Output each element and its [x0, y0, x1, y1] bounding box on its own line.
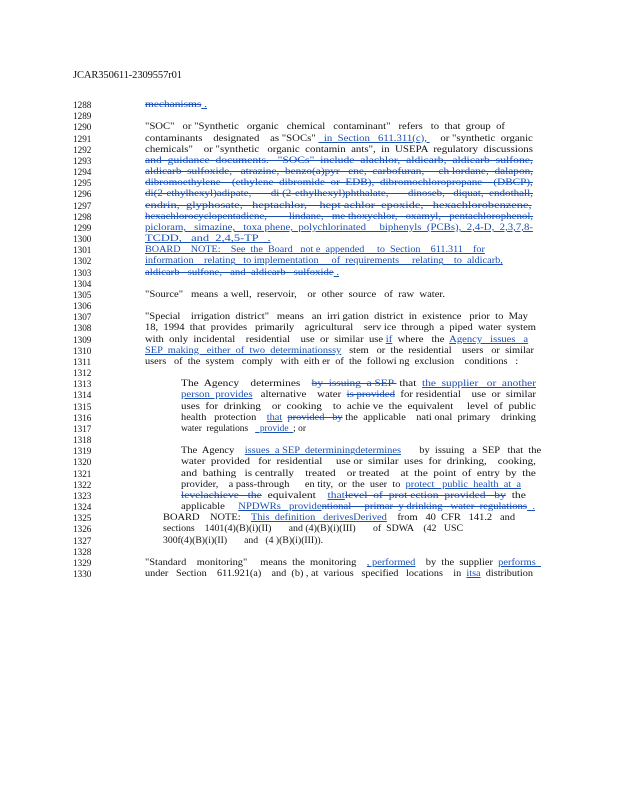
inserted-text: BOARD NOTE: See the Board not e appended to Section 611.311 for [145, 244, 485, 255]
body-text: "Special irrigation district" means an irri gation district in existence prior to May [145, 311, 528, 322]
body-text: where the [392, 333, 450, 344]
body-text: with only incidental residential use or similar use [145, 333, 386, 344]
body-text: ; or [293, 422, 306, 433]
line-number: 1318 [73, 435, 92, 446]
deleted-text: aldicarb sulfoxide, atrazine, benzo(a)pyr ene, carbofuran, ch lordane, dalapon, [145, 166, 534, 177]
line-number: 1315 [73, 401, 92, 412]
inserted-text: information relating to implementation of requirements relating to aldicarb, [145, 255, 503, 266]
body-text: by issuing a SEP that the [401, 445, 542, 456]
body-text: contaminants designated as "SOCs" [145, 132, 319, 143]
body-text: or "synthetic organic [429, 132, 533, 143]
inserted-text: TCDD, and 2,4,5-TP . [145, 233, 271, 244]
line-number: 1317 [73, 423, 92, 434]
body-text: and bathing is centrally treated or treated at the point of entry by the [181, 467, 536, 478]
text-line [181, 389, 536, 400]
text-line [145, 233, 271, 244]
line-number: 1296 [73, 189, 92, 200]
line-number: 1304 [73, 278, 92, 289]
inserted-text: SEP making either of two determinationssy [145, 344, 342, 355]
line-number: 1297 [73, 200, 92, 211]
text-line [145, 166, 534, 177]
deleted-text: hexachlorocyclopentadiene, lindane, me thoxychlor, oxamyl, pentachlorophenol, [145, 210, 534, 221]
body-text: equivalent [261, 489, 328, 500]
text-line [181, 445, 542, 456]
body-text: health protection [181, 411, 267, 422]
text-line [163, 512, 516, 523]
body-text: applicable [181, 501, 239, 512]
text-line [181, 489, 526, 501]
body-text: The Agency determines [181, 378, 312, 389]
text-line [145, 143, 533, 155]
body-text: distribution [480, 568, 533, 579]
body-text: under Section 611.921(a) and (b) , at various specified locations in [145, 568, 467, 579]
deleted-text: levelachieve the [181, 489, 262, 500]
body-text: from 40 CFR 141.2 and [386, 512, 516, 523]
text-line [145, 99, 208, 110]
inserted-text: person provides [181, 389, 253, 400]
inserted-text: NPDWRs provide [238, 501, 322, 512]
line-number: 1305 [73, 289, 92, 300]
deleted-text: provided by [287, 411, 343, 422]
text-line [145, 199, 532, 211]
inserted-text: protect public health at a [405, 478, 521, 489]
inserted-text: issues a SEP determiningdetermines [244, 445, 402, 456]
body-text: that [396, 378, 423, 389]
text-line [145, 210, 534, 222]
text-line [145, 121, 505, 132]
text-line [145, 244, 485, 255]
text-line [181, 400, 536, 412]
inserted-text: . [527, 501, 536, 512]
inserted-text: . [201, 99, 208, 109]
text-line [181, 411, 536, 423]
text-line [145, 255, 503, 266]
inserted-text: provide [255, 422, 294, 433]
line-number: 1326 [73, 524, 92, 535]
inserted-text: Agency issues a [449, 333, 529, 344]
line-number: 1328 [73, 546, 92, 557]
deleted-text: and guidance documents. "SOCs" include alachlor, aldicarb, aldicarb sulfone, [145, 154, 533, 165]
text-line [145, 132, 533, 144]
body-text: the applicable nati onal primary drinking [342, 411, 536, 422]
line-number: 1323 [73, 490, 92, 501]
body-text: "Standard monitoring" means the monitoring [145, 556, 367, 567]
line-number: 1310 [73, 345, 92, 356]
inserted-text: that [266, 411, 283, 422]
body-text: uses for drinking or cooking to achie ve the equivalent level of public [181, 400, 536, 411]
line-number: 1329 [73, 557, 92, 568]
text-line [145, 322, 536, 333]
line-number: 1306 [73, 301, 92, 312]
text-line [145, 288, 446, 300]
line-number: 1289 [73, 111, 92, 122]
line-number: 1292 [73, 144, 92, 155]
line-number: 1293 [73, 155, 92, 166]
line-number: 1322 [73, 479, 92, 490]
text-line [181, 478, 521, 490]
inserted-text: . [333, 266, 340, 277]
text-line [145, 344, 535, 356]
inserted-text: itsa [466, 568, 481, 579]
text-line [145, 355, 519, 367]
line-number: 1309 [73, 334, 92, 345]
line-number: 1330 [73, 569, 92, 580]
deleted-text: level of prot ection provided by [344, 489, 506, 500]
text-line [181, 501, 536, 512]
deleted-text: is provided [346, 389, 396, 400]
body-text: water provided for residential use or similar uses for drinking, cooking, [181, 456, 536, 467]
document-id-header: JCAR350611-2309557r01 [73, 70, 182, 81]
inserted-text: picloram, simazine, toxa phene, polychlorinated biphenyls (PCBs), 2,4-D, 2,3,7,8- [145, 221, 533, 232]
text-line [163, 523, 464, 534]
inserted-text: , performed [366, 556, 416, 567]
inserted-text: in Section 611.311(c), [318, 132, 430, 143]
deleted-text: di(2-ethylhexyl)adipate, di (2-ethylhexyl)phthalate, dinoseb, diquat, endothall, [145, 188, 533, 199]
line-number: 1295 [73, 178, 92, 189]
body-text: chemicals" or "synthetic organic contamin ants", in USEPA regulatory discussions [145, 143, 533, 154]
line-number: 1311 [73, 356, 92, 367]
inserted-text: that [327, 489, 345, 500]
deleted-text: endrin, glyphosate, heptachlor, hept achlor epoxide, hexachlorobenzene, [145, 199, 532, 210]
body-text: 300f(4)(B)(i)(II) and (4 )(B)(i)(III)). [163, 534, 324, 545]
body-text: alternative water [252, 389, 347, 400]
body-text: the [505, 489, 526, 500]
line-number: 1290 [73, 122, 92, 133]
deleted-text: mechanisms [145, 99, 202, 109]
text-line [145, 177, 533, 188]
line-number: 1291 [73, 133, 92, 144]
body-text: 18, 1994 that provides primarily agricultural serv ice through a piped water system [145, 322, 536, 333]
inserted-text: if [385, 333, 393, 344]
body-text: "SOC" or "Synthetic organic chemical contaminant" refers to that group of [145, 121, 505, 132]
line-number: 1294 [73, 167, 92, 178]
text-line [181, 467, 536, 479]
body-text: provider, a pass-through en tity, or the user to [181, 478, 406, 489]
text-line [145, 221, 533, 233]
text-line [145, 568, 533, 579]
line-number: 1321 [73, 468, 92, 479]
deleted-text: dibromoethylene (ethylene dibromide or EDB), dibromochloropropane (DBCP), [145, 177, 533, 188]
line-number: 1325 [73, 513, 92, 524]
body-text: water regulations [181, 422, 256, 433]
line-number: 1288 [73, 100, 92, 110]
line-number: 1308 [73, 323, 92, 334]
line-number: 1313 [73, 379, 92, 390]
text-line [145, 154, 533, 166]
text-line [145, 556, 541, 568]
text-line [145, 188, 533, 199]
body-text: for residential use or similar [395, 389, 536, 400]
line-number: 1302 [73, 256, 92, 267]
body-text: users of the system comply with eith er of the followi ng exclusion conditions : [145, 355, 519, 366]
deleted-text: ntional primar y drinking water regulations [321, 501, 528, 512]
line-number: 1312 [73, 368, 92, 379]
line-number: 1299 [73, 222, 92, 233]
deleted-text: by issuing a SEP [311, 378, 397, 389]
body-text: BOARD NOTE: [163, 512, 251, 523]
line-number: 1316 [73, 412, 92, 423]
text-line [163, 534, 324, 546]
line-number: 1301 [73, 245, 92, 256]
body-text: by the supplier [415, 556, 499, 567]
text-line [181, 378, 536, 389]
line-number: 1300 [73, 234, 92, 245]
body-text: The Agency [181, 445, 245, 456]
text-line [145, 266, 340, 278]
body-text: "Source" means a well, reservoir, or other source of raw water. [145, 288, 446, 299]
text-line [181, 456, 536, 467]
inserted-text: performs [498, 556, 541, 567]
line-number: 1303 [73, 267, 92, 278]
deleted-text: aldicarb sulfone, and aldicarb sulfoxide [145, 266, 334, 277]
text-line [145, 311, 528, 322]
inserted-text: This definition derivesDerived [250, 512, 387, 523]
line-number: 1327 [73, 535, 92, 546]
text-line [145, 333, 529, 345]
inserted-text: the supplier or another [422, 378, 536, 389]
text-line [181, 423, 304, 434]
line-number: 1319 [73, 446, 92, 457]
line-number: 1320 [73, 457, 92, 468]
body-text: sections 1401(4)(B)(i)(II) and (4)(B)(i)(III) of SDWA (42 USC [163, 523, 464, 534]
line-number: 1314 [73, 390, 92, 401]
body-text: stem or the residential users or similar [341, 344, 535, 355]
line-number: 1324 [73, 502, 92, 513]
line-number: 1307 [73, 312, 92, 323]
line-number: 1298 [73, 211, 92, 222]
